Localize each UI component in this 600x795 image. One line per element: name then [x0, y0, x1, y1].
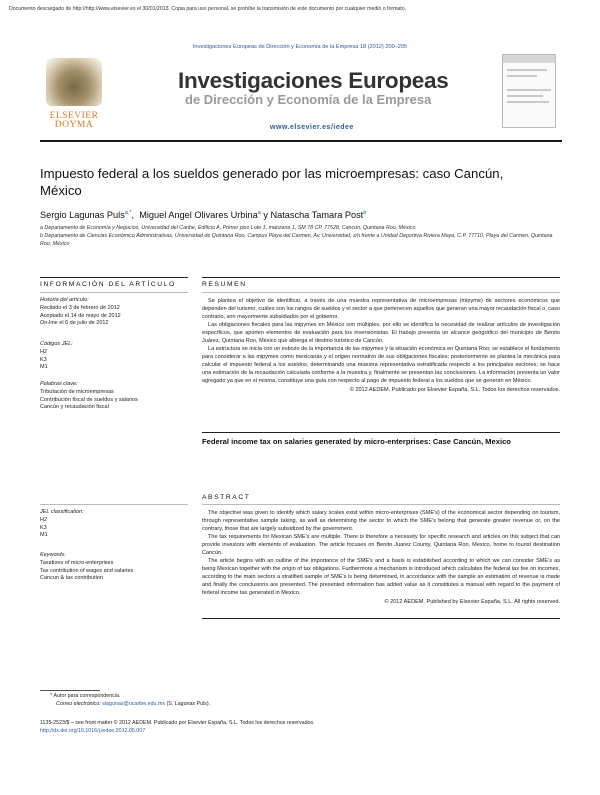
affiliation: b Departamento de Ciencias Económico Administrativas, Universidad de Quintana Roo, Campus Playa del Carmen, Av. Universidad, s/n frente a Unidad Deportiva Riviera Maya, C.P. 77710, Playa del Carmen, Quintana Roo, México [40, 233, 553, 247]
elsevier-logo [38, 56, 110, 140]
jel-codes-en: JEL classification: H2 K3 M1 [40, 509, 84, 539]
section-rule [40, 504, 188, 505]
author-marks[interactable]: a [257, 210, 261, 216]
section-rule [202, 504, 560, 505]
author-list: Sergio Lagunas Puls$^{a,*}$, Miguel Angel Olivares Urbina$^a$ y Natascha Tamara Post$^b$ [40, 210, 367, 221]
author-name: Natascha Tamara Post [270, 210, 364, 221]
jel-codes-es: Códigos JEL: H2 K3 M1 [40, 341, 73, 371]
resumen-paragraph: Se plantea el objetivo de identificar, a través de una muestra representativa de microempresas (mipyme) de sectores económicos que dependen del turismo, cuáles son los rangos de sueldos y el sector a que pertenecen aquellos que generan una mayor recaudación fiscal o, caso contrario, son mayormente subsidiados por el gobierno. [202, 298, 561, 321]
section-rule [202, 618, 560, 619]
history-entry: On-line el 6 de julio de 2012 [40, 320, 109, 327]
resumen-body [202, 297, 560, 394]
section-rule [202, 432, 560, 433]
journal-citation[interactable]: Investigaciones Europeas de Dirección y Economía de la Empresa 18 (2012) 200–205 [192, 44, 408, 50]
doi-link[interactable]: http://dx.doi.org/10.1016/j.iedee.2012.05.007 [40, 728, 146, 734]
resumen-heading: RESUMEN [202, 281, 247, 288]
keywords-es: Palabras clave: Tributación de microempresas Contribución fiscal de sueldos y salarios Cancún y recaudación fiscal [40, 381, 138, 411]
journal-cover-thumbnail-icon [502, 54, 556, 128]
abstract-body [202, 509, 560, 606]
author-marks[interactable]: b [363, 210, 367, 216]
author-name: Sergio Lagunas Puls [40, 210, 125, 221]
masthead-title: Investigaciones Europeas [178, 68, 449, 93]
elsevier-tree-logo-icon [46, 58, 102, 106]
section-rule [40, 277, 188, 278]
article-title: Impuesto federal a los sueldos generado por las microempresas: caso Cancún, México [40, 166, 504, 198]
article-info-heading: INFORMACIÓN DEL ARTÍCULO [40, 281, 176, 288]
history-entry: Aceptado el 14 de mayo de 2012 [40, 312, 121, 319]
issn-line: 1135-2523/$ – see front matter © 2012 AEDEM. Publicado por Elsevier España, S.L. Todos los derechos reservados. [40, 720, 315, 726]
abstract-paragraph: The tax requirements for Mexican SME's are multiple. There is therefore a necessity for specific research and articles on this subject that can provide investors with elements of evaluation. The article focuses on Benito Juarez County, Quintana Roo, Mexico, home to tourist destination Cancún. [202, 534, 560, 557]
journal-url-link[interactable]: www.elsevier.es/iedee [270, 124, 354, 131]
section-rule [202, 277, 560, 278]
section-rule [202, 292, 560, 293]
resumen-paragraph: La estructura se inicia con un esbozo de la importancia de las mipymes y la situación económica en Quintana Roo; se establece el fundamento para considerar a las mipymes como mexicanas y el origen normativo de sus obligaciones fiscales; posteriormente se plantea la mecánica para calcular el impuesto federal a los sueldos, determinando una muestra representativa estratificada respecto a los principales sectores; se hace una estimación de la recaudación calculada conforme a la muestra y, finalmente se presentan las conclusiones. La información presenta un valor agregado ya que en sí misma, constituye una guía con respecto al pago de impuesto federal a los sueldos que se generan en México. [202, 346, 560, 385]
corresponding-author-note: * Autor para correspondencia. [50, 693, 121, 699]
author-marks[interactable]: a,* [124, 210, 132, 216]
footnote-rule [40, 690, 100, 691]
english-title: Federal income tax on salaries generated by micro-enterprises: Case Cancún, Mexico [202, 437, 511, 446]
section-rule [40, 292, 188, 293]
masthead-subtitle: de Dirección y Economía de la Empresa [185, 92, 432, 107]
abstract-paragraph: The article begins with an outline of the importance of the SME's and a basis is established according to which we can consider SME's as being Mexican together with the origin of tax obligations. Furthermore a mechanism is introduced which calculates the federal tax fee on incomes, according to the main sectors a stratified sample of SME's is being determined, in accordance with the sample an estimation of revenue is made and finally the conclusions are presented. The presented information has added value as it constitutes a manual with regard to the payment of federal income tax generated in Mexico. [202, 558, 560, 597]
article-history: Historia del artículo: Recibido el 3 de febrero de 2012 Aceptado el 14 de mayo de 2012 On-line el 6 de julio de 2012 [40, 297, 190, 328]
abstract-copyright: © 2012 AEDEM. Published by Elsevier España, S.L. All rights reserved. [384, 598, 560, 605]
publisher-name: ELSEVIER DOYMA [49, 111, 99, 130]
history-entry: Recibido el 3 de febrero de 2012 [40, 304, 120, 311]
abstract-paragraph: The objective was given to identify which salary scales exist within micro-enterprises (SME's) of the economical sector depending on tourism, through representative sample taking, as well as determining the sector to which the SME's belong that generate greater revenue or, on the contrary, those that are largely subsidized by the government. [202, 510, 560, 533]
keywords-en: Keywords: Taxations of micro-enterprises Tax contribution of wages and salaries Cancun & tax contribution [40, 552, 134, 582]
email-link[interactable]: slagunas@ucaribe.edu.mx [102, 701, 166, 707]
resumen-copyright: © 2012 AEDEM. Publicado por Elsevier España, S.L. Todos los derechos reservados. [349, 386, 560, 393]
affiliation: a Departamento de Economía y Negocios, Universidad del Caribe, Edificio A, Primer piso Lote 1, manzana 1, SM 78 CP. 77528, Cancún, Quintana Roo, México [40, 225, 416, 231]
email-note: Correo electrónico: slagunas@ucaribe.edu.mx (S. Lagunas Puls). [56, 701, 211, 707]
header-rule [40, 140, 562, 142]
author-name: Miguel Angel Olivares Urbina [139, 210, 258, 221]
resumen-paragraph: Las obligaciones fiscales para las mipymes en México son múltiples, por ello se identifica la necesidad de realizar artículos de investigación específicos, que aporten elementos de evaluación para los inversionistas. El trabajo presenta un alcance geográfico del municipio de Benito Juárez, Quintana Roo, México que alberga el destino turístico de Cancún. [202, 322, 560, 345]
abstract-heading: ABSTRACT [202, 494, 251, 501]
download-note: Documento descargado de http://http://www.elsevier.es el 30/01/2013. Copia para uso personal, se prohíbe la transmisión de este documento por cualquier medio o formato. [9, 6, 407, 12]
